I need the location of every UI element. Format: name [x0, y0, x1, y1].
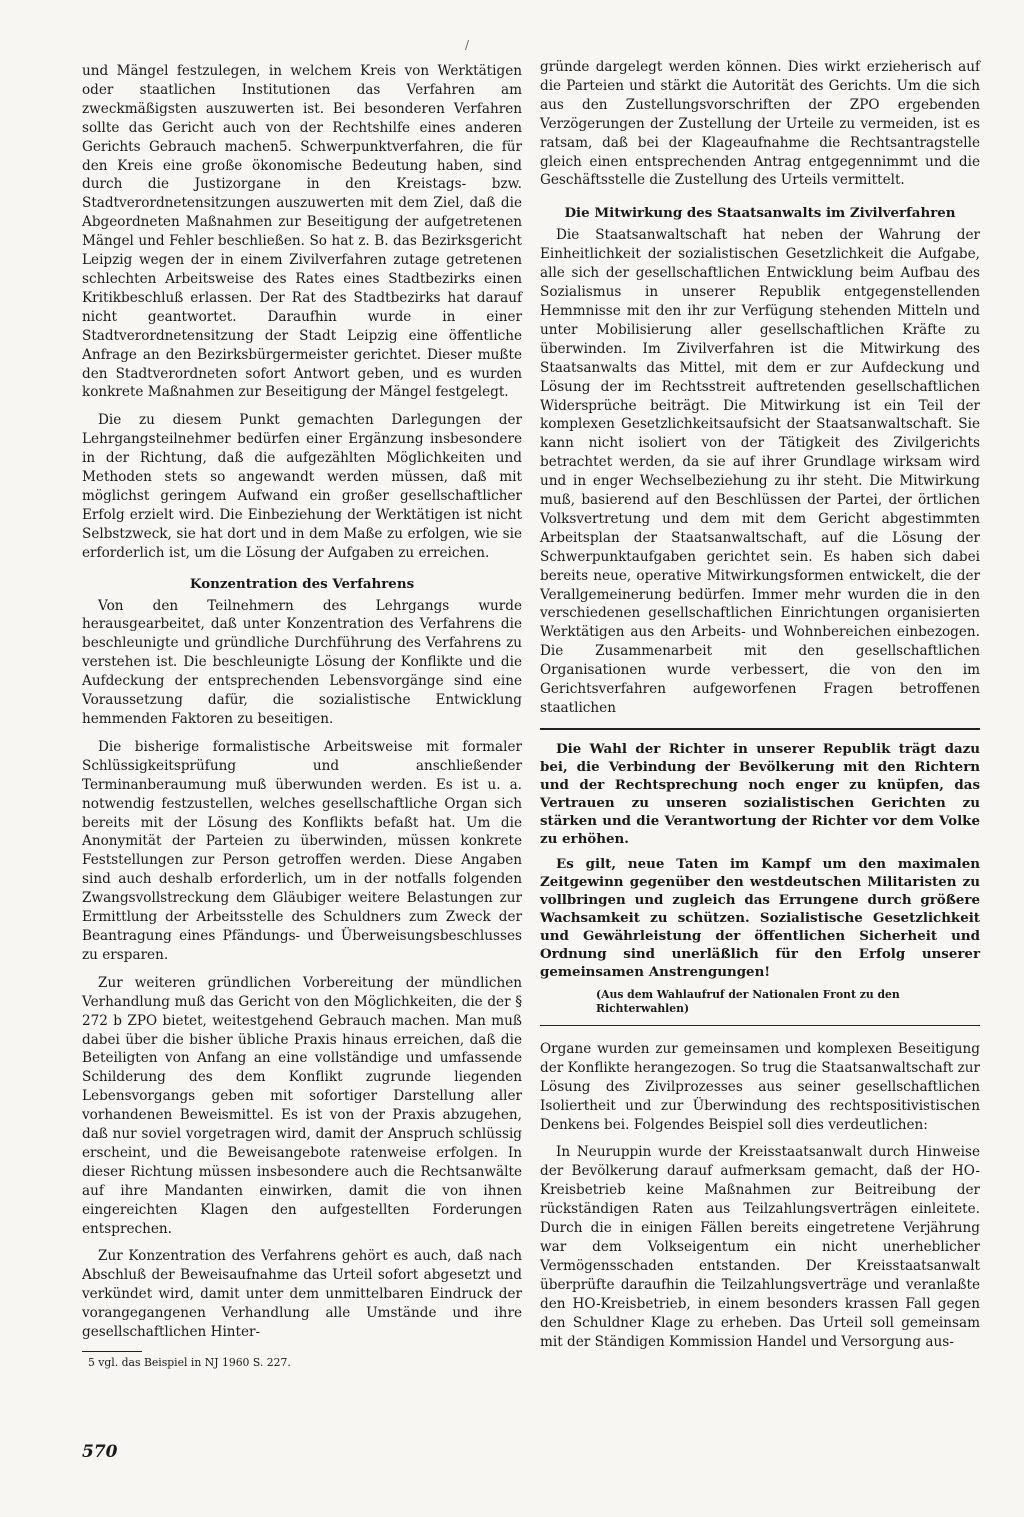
- quote-source: (Aus dem Wahlaufruf der Nationalen Front zu den Richterwahlen): [596, 987, 900, 1015]
- body-paragraph: und Mängel festzulegen, in welchem Kreis von Werktätigen oder staatlichen Institutionen das Verfahren am zweckmäßigsten auszuwerten ist. Bei besonderen Verfahren sollte das Gericht auch von der Rechtshilfe eines anderen Gerichts Gebrauch machen5. Schwerpunktverfahren, die für den Kreis eine große ökonomische Bedeutung haben, sind durch die Justizorgane in den Kreistags- bzw. Stadtverordnetensitzungen auszuwerten mit dem Ziel, daß die Abgeordneten Maßnahmen zur Beseitigung der aufgetretenen Mängel und Fehler beschließen. So hat z. B. das Bezirksgericht Leipzig wegen der in einem Zivilverfahren zutage getretenen schlechten Arbeitsweise des Rates eines Stadtbezirks einen Kritikbeschluß erlassen. Der Rat des Stadtbezirks hat darauf nicht geantwortet. Daraufhin wurde in einer Stadtverordnetensitzung der Stadt Leipzig eine öffentliche Anfrage an den Bezirksbürgermeister gerichtet. Dieser mußte den Stadtverordneten sofort Antwort geben, und es wurden konkrete Maßnahmen zur Beseitigung der Mängel festgelegt.: [82, 63, 522, 401]
- box-bottom-rule: [540, 1025, 980, 1026]
- left-column: [82, 62, 522, 1370]
- footnote: 5 vgl. das Beispiel in NJ 1960 S. 227.: [88, 1356, 291, 1369]
- page-number: 570: [82, 1442, 118, 1462]
- body-paragraph: gründe dargelegt werden können. Dies wirkt erzieherisch auf die Parteien und stärkt die Autorität des Gerichts. Um die sich aus den Zustellungsvorschriften der ZPO ergebenden Verzögerungen der Zustellung der Urteile zu vermeiden, ist es ratsam, daß bei der Klageaufnahme die Rechtsantragstelle gleich einen entsprechenden Antrag entgegennimmt und die Geschäftsstelle die Zustellung des Urteils vermittelt.: [540, 59, 980, 189]
- body-paragraph: Von den Teilnehmern des Lehrgangs wurde herausgearbeitet, daß unter Konzentration des Verfahrens die beschleunigte und gründliche Durchführung des Verfahrens zu verstehen ist. Die beschleunigte Lösung der Konflikte und die Aufdeckung der entsprechenden Lebensvorgänge sind eine Voraussetzung dafür, die sozialistische Entwicklung hemmenden Faktoren zu beseitigen.: [82, 597, 522, 727]
- quote-box: [540, 740, 980, 1016]
- section-heading-konzentration: Konzentration des Verfahrens: [189, 575, 415, 592]
- box-top-rule: [540, 728, 980, 730]
- right-column: [540, 58, 980, 1360]
- body-paragraph: In Neuruppin wurde der Kreisstaatsanwalt durch Hinweise der Bevölkerung darauf aufmerksam gemacht, daß der HO-Kreisbetrieb keine Maßnahmen zur Beitreibung der rückständigen Raten aus Teilzahlungsverträgen einleitete. Durch die in einigen Fällen bereits eingetretene Verjährung war dem Volkseigentum ein nicht unerheblicher Vermögensschaden entstanden. Der Kreisstaatsanwalt überprüfte daraufhin die Teilzahlungsverträge und veranlaßte den HO-Kreisbetrieb, in einem besonders krassen Fall gegen den Schuldner Klage zu erheben. Das Urteil soll gemeinsam mit der Ständigen Kommission Handel und Versorgung aus-: [540, 1144, 980, 1350]
- body-paragraph: Zur weiteren gründlichen Vorbereitung der mündlichen Verhandlung muß das Gericht von den Möglichkeiten, die der § 272 b ZPO bietet, weitestgehend Gebrauch machen. Man muß dabei über die bisher übliche Praxis hinaus erreichen, daß die Beteiligten von Anfang an eine vollständige und umfassende Schilderung des dem Konflikt zugrunde liegenden Lebensvorgangs geben mit sofortiger Darstellung aller vorhandenen Beweismittel. Es ist von der Praxis abzugehen, daß nur soviel vorgetragen wird, damit der Anspruch schlüssig erscheint, und die Beweisangebote ratenweise erfolgen. In dieser Richtung müssen insbesondere auch die Rechtsanwälte auf ihre Mandanten einwirken, damit die von ihnen eingereichten Klagen den aufgestellten Forderungen entsprechen.: [82, 974, 522, 1237]
- section-heading-staatsanwalt: Die Mitwirkung des Staatsanwalts im Zivilverfahren: [564, 205, 956, 222]
- quote-paragraph: Es gilt, neue Taten im Kampf um den maximalen Zeitgewinn gegenüber den westdeutschen Militaristen zu vollbringen und zugleich das Errungene durch größere Wachsamkeit zu schützen. Sozialistische Gesetzlichkeit und Gewährleistung der öffentlichen Sicherheit und Ordnung sind unerläßlich für den Erfolg unserer gemeinsamen Anstrengungen!: [540, 855, 980, 980]
- quote-paragraph: Die Wahl der Richter in unserer Republik trägt dazu bei, die Verbindung der Bevölkerung mit den Richtern und der Rechtsprechung noch enger zu knüpfen, das Vertrauen zu unseren sozialistischen Gerichten zu stärken und die Verantwortung der Richter vor dem Volke zu erhöhen.: [540, 740, 980, 847]
- body-paragraph: Die zu diesem Punkt gemachten Darlegungen der Lehrgangsteilnehmer bedürfen einer Ergänzung insbesondere in der Richtung, daß die aufgezählten Möglichkeiten und Methoden stets so angewandt werden müssen, daß mit möglichst geringem Aufwand ein großer gesellschaftlicher Erfolg erzielt wird. Die Einbeziehung der Werktätigen ist nicht Selbstzweck, sie hat dort und in dem Maße zu erfolgen, wie sie erforderlich ist, um die Lösung der Aufgaben zu erreichen.: [82, 412, 522, 561]
- footnote-divider: [82, 1351, 142, 1352]
- body-paragraph: Die bisherige formalistische Arbeitsweise mit formaler Schlüssigkeitsprüfung und anschließender Terminanberaumung muß überwunden werden. Es ist u. a. notwendig festzustellen, welches gesellschaftliche Organ sich bereits mit der Lösung des Konflikts befaßt hat. Um die Anonymität der Parteien zu überwinden, müssen konkrete Feststellungen zur Person getroffen werden. Diese Angaben sind auch deshalb erforderlich, um in der notfalls folgenden Zwangsvollstreckung dem Gläubiger weitere Belastungen zur Ermittlung der Arbeitsstelle des Schuldners zum Zweck der Beantragung eines Pfändungs- und Überweisungsbeschlusses zu ersparen.: [82, 738, 522, 963]
- body-paragraph: Organe wurden zur gemeinsamen und komplexen Beseitigung der Konflikte herangezogen. So trug die Staatsanwaltschaft zur Lösung des Zivilprozesses aus seiner gesellschaftlichen Isoliertheit und zur Überwindung des rechtspositivistischen Denkens bei. Folgendes Beispiel soll dies verdeutlichen:: [540, 1040, 980, 1133]
- body-paragraph: Die Staatsanwaltschaft hat neben der Wahrung der Einheitlichkeit der sozialistischen Gesetzlichkeit die Aufgabe, alle sich der gesellschaftlichen Entwicklung beim Aufbau des Sozialismus in unserer Republik entgegenstellenden Hemmnisse mit den ihr zur Verfügung stehenden Mitteln und unter Mobilisierung aller gesellschaftlichen Kräfte zu überwinden. Im Zivilverfahren ist die Mitwirkung des Staatsanwalts das Mittel, mit dem er zur Aufdeckung und Lösung der im Rechtsstreit auftretenden gesellschaftlichen Widersprüche beiträgt. Die Mitwirkung ist ein Teil der komplexen Gesetzlichkeitsaufsicht der Staatsanwaltschaft. Sie kann nicht isoliert von der Tätigkeit des Zivilgerichts betrachtet werden, da sie auf ihrer Grundlage wirksam wird und in enger Wechselbeziehung zu ihr steht. Die Mitwirkung muß, basierend auf den Beschlüssen der Partei, der örtlichen Volksvertretung und dem mit dem Gericht abgestimmten Arbeitsplan der Staatsanwaltschaft, auf die Lösung der Schwerpunktaufgaben gerichtet sein. Es haben sich dabei bereits neue, operative Mitwirkungsformen entwickelt, die der Verallgemeinerung bedürfen. Immer mehr wurden die in den verschiedenen gesellschaftlichen Einrichtungen organisierten Werktätigen aus den Arbeits- und Wohnbereichen einbezogen. Die Zusammenarbeit mit den gesellschaftlichen Organisationen wurde verbessert, die von den im Gerichtsverfahren aufgeworfenen Fragen betroffenen staatlichen: [540, 227, 980, 716]
- body-paragraph: Zur Konzentration des Verfahrens gehört es auch, daß nach Abschluß der Beweisaufnahme das Urteil sofort abgesetzt und verkündet wird, damit unter dem unmittelbaren Eindruck der vorangegangenen Verhandlung alle Umstände und ihre gesellschaftlichen Hinter-: [82, 1248, 522, 1341]
- margin-mark: /: [465, 38, 470, 52]
